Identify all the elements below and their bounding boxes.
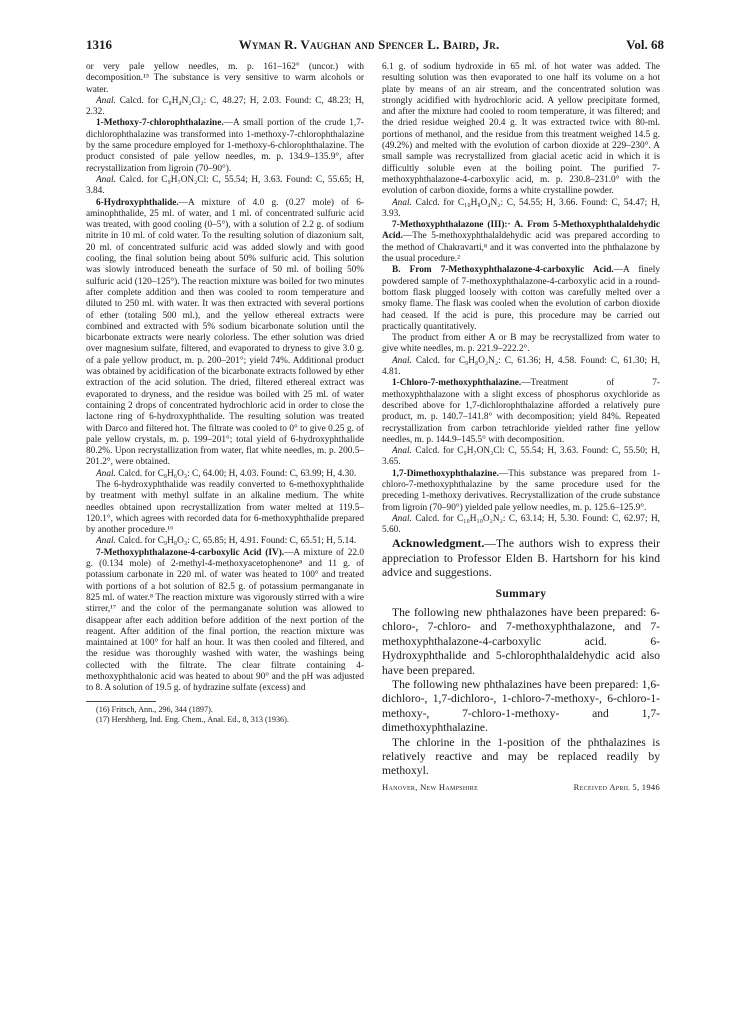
compound-heading: 1,7-Dimethoxyphthalazine. — [392, 468, 499, 479]
volume-label: Vol. 68 — [626, 37, 664, 52]
analysis-paragraph — [382, 446, 660, 469]
paragraph: The 6-hydroxyphthalide was readily converted to 6-methoxyphthalide by treatment with methyl sulfate in an alkaline medium. The white needles obtained upon recrystallization from water melted at 119.5–120.1°, which agrees with recorded data for 6-methoxyphthalide prepared by another procedure.¹⁶ — [86, 479, 364, 536]
right-column — [382, 62, 660, 793]
procedure-text: —Treatment of 7-methoxyphthalazone with a slight excess of phosphorus oxychloride as described above for 1,7-dichlorophthalazine afforded a relatively pure product, m. p. 140.7–141.8° with decomposition; yield 84%. Repeated recrystallization from carbon tetrachloride yielded rather fine yellow needles, m. p. 144.9–145.5° with decomposition. — [382, 378, 660, 445]
procedure-paragraph — [382, 378, 660, 446]
procedure-text: —This substance was prepared from 1-chloro-7-methoxyphthalazine by the same procedure used for the preceding 1-methoxy derivatives. Recrystallization of the crude substance from ligroin (70–90°) yielded pale yellow needles, m. p. 125.6–125.9°. — [382, 468, 660, 513]
compound-heading: 7-Methoxyphthalazone (III):· A. From 5-Methoxyphthalaldehydic Acid. — [382, 220, 660, 242]
anal-label: Anal. — [96, 174, 116, 185]
running-title: Wyman R. Vaughan and Spencer L. Baird, Jr. — [238, 37, 500, 52]
anal-label: Anal. — [96, 468, 116, 479]
analysis-paragraph — [86, 536, 364, 547]
anal-label: Anal. — [392, 197, 412, 208]
analysis-text: Calcd. for C₁₀H₁₀O₂N₂: C, 63.14; H, 5.30. Found: C, 62.97; H, 5.60. — [382, 513, 660, 536]
analysis-paragraph — [382, 356, 660, 379]
summary-paragraph: The following new phthalazines have been prepared: 1,6-dichloro-, 1,7-dichloro-, 1-chloro-7-methoxy-, 6-chloro-1-methoxy-, 7-chloro-1-methoxy- and 1,7-dimethoxyphthalazine. — [382, 678, 660, 735]
compound-heading: 7-Methoxyphthalazone-4-carboxylic Acid (IV). — [96, 547, 285, 558]
procedure-paragraph — [86, 198, 364, 469]
compound-heading: 1-Chloro-7-methoxyphthalazine. — [392, 378, 522, 389]
procedure-text: —A small portion of the crude 1,7-dichlorophthalazine was transformed into 1-methoxy-7-chlorophthalazine by the same procedure employed for 1-methoxy-6-chlorophthalazine. The product consisted of pale yellow needles, m. p. 134.9–135.9°, after recrystallization from ligroin (70–90°). — [86, 118, 364, 174]
procedure-paragraph — [382, 469, 660, 514]
procedure-paragraph — [382, 220, 660, 265]
procedure-paragraph — [86, 548, 364, 695]
procedure-paragraph — [86, 118, 364, 174]
analysis-paragraph — [382, 198, 660, 221]
compound-heading: 6-Hydroxyphthalide. — [96, 197, 179, 208]
acknowledgment-text: —The authors wish to express their appreciation to Professor Elden B. Hartshorn for his kind advice and suggestions. — [382, 537, 660, 580]
procedure-text: —A mixture of 22.0 g. (0.134 mole) of 2-methyl-4-methoxyacetophenone⁸ and 11 g. of potassium carbonate in 220 ml. of water was heated to 100° and treated with portions of a hot solution of 82.5 g. of potassium permanganate in 825 ml. of water.⁸ The reaction mixture was vigorously stirred with a wire stirrer,¹⁷ and the color of the permanganate solution was allowed to disappear after each addition before addition of the next portion of the reagent. After addition of the final portion, the reaction mixture was maintained at 100° for half an hour. It was then cooled and filtered, and the residue was thoroughly washed with water, the washings being collected with the filtrate. The clear filtrate containing 4-methoxyphthalonic acid was heated to about 90° and the pH was adjusted to 8. A solution of 19.5 g. of hydrazine sulfate (excess) and — [86, 547, 364, 694]
footnote: (16) Fritsch, Ann., 296, 344 (1897). — [96, 704, 213, 714]
anal-label: Anal. — [392, 355, 412, 366]
analysis-text: Calcd. for C₁₀H₈O₄N₂: C, 54.55; H, 3.66. Found: C, 54.47; H, 3.93. — [382, 197, 660, 219]
analysis-text: Calcd. for C₈H₆O₃: C, 64.00; H, 4.03. Found: C, 63.99; H, 4.30. — [115, 468, 357, 479]
analysis-text: Calcd. for C₉H₈O₃: C, 65.85; H, 4.91. Found: C, 65.51; H, 5.14. — [115, 536, 357, 547]
page-number: 1316 — [86, 37, 112, 52]
analysis-paragraph — [382, 514, 660, 537]
compound-heading: 1-Methoxy-7-chlorophthalazine. — [96, 118, 224, 129]
procedure-text: —A finely powdered sample of 7-methoxyphthalazone-4-carboxylic acid in a round-bottom flask plugged loosely with cotton was carefully melted over a smoky flame. The flask was cooled when the evolution of carbon dioxide had ceased. If the acid is pure, this procedure may be carried out practically quantitatively. — [382, 265, 661, 332]
left-column — [86, 62, 364, 725]
footnote: (17) Hershberg, Ind. Eng. Chem., Anal. Ed., 8, 313 (1936). — [96, 714, 289, 724]
anal-label: Anal. — [96, 536, 116, 547]
analysis-text: Calcd. for C₉H₇ON₂Cl: C, 55.54; H, 3.63. Found: C, 55.65; H, 3.84. — [86, 174, 364, 197]
analysis-paragraph — [86, 96, 364, 119]
analysis-text: Calcd. for C₉H₈O₂N₂: C, 61.36; H, 4.58. Found: C, 61.30; H, 4.81. — [382, 355, 660, 378]
anal-label: Anal. — [392, 446, 412, 457]
signature-line — [382, 782, 660, 793]
analysis-paragraph — [86, 469, 364, 480]
paragraph: 6.1 g. of sodium hydroxide in 65 ml. of hot water was added. The resulting solution was then evaporated to one half its volume on a hot plate by means of an air stream, and the concentrated solution was strongly acidified with hydrochloric acid. A yellow precipitate formed, and after the mixture had cooled to room temperature, it was filtered; and the dried residue weighed 20.4 g. It was extracted twice with 80-ml. portions of methanol, and the residue from this treatment weighed 14.5 g. (49.2%) and melted with the evolution of carbon dioxide at 229–230°. A small sample was recrystallized from glacial acetic acid in which it is difficultly soluble even at the boiling point. The purified 7-methoxyphthalazone-4-carboxylic acid, m. p. 230.8–231.0° with the evolution of carbon dioxide, forms a white crystalline powder. — [382, 62, 660, 197]
acknowledgment — [382, 536, 660, 580]
summary-section — [382, 606, 660, 779]
compound-heading: B. From 7-Methoxyphthalazone-4-carboxylic Acid. — [392, 265, 614, 276]
received-date: Received April 5, 1946 — [573, 781, 660, 792]
summary-paragraph: The following new phthalazones have been prepared: 6-chloro-, 7-chloro- and 7-methoxyphthalazone, and 7-methoxyphthalazone-4-carboxylic acid. 6-Hydroxyphthalide and 5-chlorophthalaldehydic acid also have been prepared. — [382, 605, 660, 677]
procedure-text: —The 5-methoxyphthalaldehydic acid was prepared according to the method of Chakravarti,⁸ and it was converted into the phthalazone by the usual procedure.² — [382, 231, 660, 265]
procedure-paragraph — [382, 265, 660, 333]
institution-location: Hanover, New Hampshire — [382, 781, 479, 792]
procedure-text: —A mixture of 4.0 g. (0.27 mole) of 6-aminophthalide, 25 ml. of water, and 1 ml. of concentrated sulfuric acid was treated, with good cooling (0–5°), with a solution of 2.2 g. of sodium nitrite in 10 ml. of cold water. To the resulting solution of diazonium salt, 20 ml. of concentrated sulfuric acid was added slowly and with good cooling, the final solution being about 50% sulfuric acid. This solution was slowly introduced beneath the surface of 50 ml. of boiling 50% sulfuric acid (120–125°). The reaction mixture was boiled for two minutes after complete addition and then was cooled to room temperature and diluted to 250 ml. with water. It was then extracted with several portions of ether (totaling 500 ml.), and the yellow ethereal extracts were combined and extracted with 5% sodium bicarbonate solution until the bicarbonate extracts were nearly colorless. The ether solution was dried over magnesium sulfate, filtered, and evaporated to dryness to give 3.0 g. of a pale yellow product, m. p. 200–201°; yield 74%. Additional product was obtained by acidification of the bicarbonate extracts followed by ether extraction of the acid solution. The dried, filtered ethereal extract was evaporated to dryness, and the residue was boiled with 25 ml. of water containing 2 drops of concentrated hydrochloric acid in order to close the lactone ring of 6-hydroxyphthalide. The resulting solution was treated with Darco and filtered hot. The filtrate was cooled to 0° to give 0.25 g. of pale yellow crystals, m. p. 199–201°; total yield of 6-hydroxyphthalide 80.2%. Upon recrystallization from water, flat white needles, m. p. 200.5–201.2°, were obtained. — [86, 197, 364, 468]
running-header — [86, 37, 664, 53]
paragraph: or very pale yellow needles, m. p. 161–162° (uncor.) with decomposition.¹⁵ The substance is very sensitive to warm alcohols or water. — [86, 62, 364, 95]
paragraph: The product from either A or B may be recrystallized from water to give white needles, m. p. 221.9–222.2°. — [382, 333, 660, 355]
summary-paragraph: The chlorine in the 1-position of the phthalazines is relatively reactive and may be replaced readily by methoxyl. — [382, 735, 660, 778]
analysis-paragraph — [86, 175, 364, 198]
footnote-divider — [86, 701, 156, 702]
anal-label: Anal. — [96, 95, 116, 106]
acknowledgment-heading: Acknowledgment. — [392, 536, 485, 551]
anal-label: Anal. — [392, 513, 412, 524]
summary-heading: Summary — [495, 587, 547, 600]
analysis-text: Calcd. for C₈H₄N₂Cl₂: C, 48.27; H, 2.03. Found: C, 48.23; H, 2.32. — [86, 95, 364, 118]
analysis-text: Calcd. for C₉H₇ON₂Cl: C, 55.54; H, 3.63. Found: C, 55.50; H, 3.65. — [382, 446, 660, 468]
